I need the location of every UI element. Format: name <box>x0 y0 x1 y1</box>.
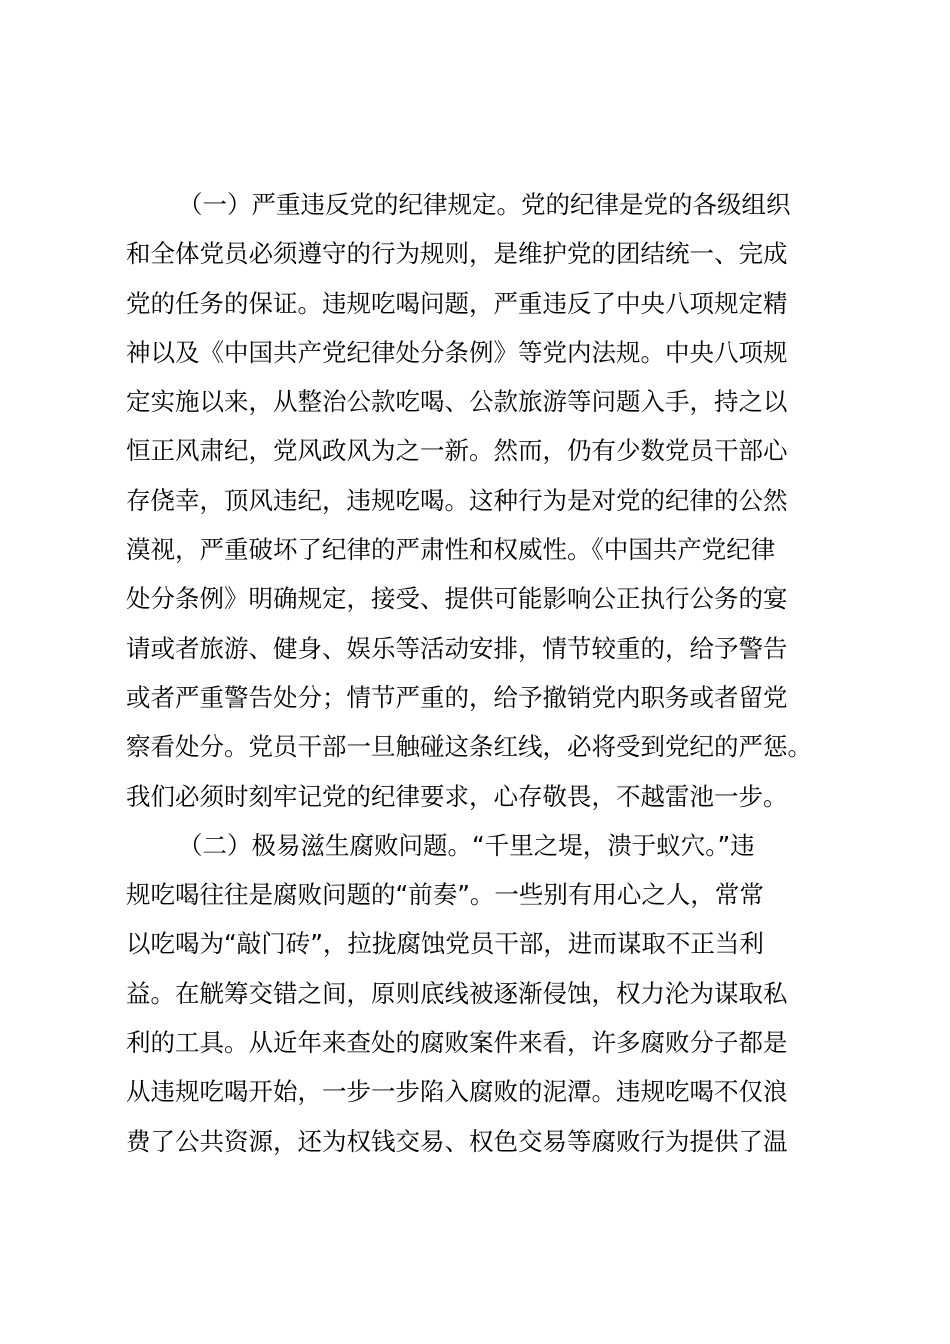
paragraph-1-line-1: （一）严重违反党的纪律规定。党的纪律是党的各级组织 <box>178 190 791 219</box>
paragraph-1-line-13: 我们必须时刻牢记党的纪律要求，心存敬畏，不越雷池一步。 <box>126 781 788 811</box>
paragraph-2-line-1: （二）极易滋生腐败问题。“千里之堤，溃于蚁穴。”违 <box>178 830 755 860</box>
paragraph-1-line-2: 和全体党员必须遵守的行为规则，是维护党的团结统一、完成 <box>126 239 788 269</box>
paragraph-1-line-12: 察看处分。党员干部一旦触碰这条红线，必将受到党纪的严惩。 <box>126 732 812 762</box>
paragraph-2-line-6: 从违规吃喝开始，一步一步陷入腐败的泥潭。违规吃喝不仅浪 <box>126 1077 788 1107</box>
paragraph-2-line-4: 益。在觥筹交错之间，原则底线被逐渐侵蚀，权力沦为谋取私 <box>126 978 788 1008</box>
paragraph-1-line-11: 或者严重警告处分；情节严重的，给予撤销党内职务或者留党 <box>126 682 788 712</box>
document-body <box>126 180 838 1166</box>
paragraph-1-line-4: 神以及《中国共产党纪律处分条例》等党内法规。中央八项规 <box>126 337 788 367</box>
paragraph-1-line-5: 定实施以来，从整治公款吃喝、公款旅游等问题入手，持之以 <box>126 387 788 417</box>
paragraph-2-line-5: 利的工具。从近年来查处的腐败案件来看，许多腐败分子都是 <box>126 1028 788 1058</box>
paragraph-1-line-6: 恒正风肃纪，党风政风为之一新。然而，仍有少数党员干部心 <box>126 436 788 466</box>
paragraph-1-line-9: 处分条例》明确规定，接受、提供可能影响公正执行公务的宴 <box>126 584 788 614</box>
paragraph-1-line-8: 漠视，严重破坏了纪律的严肃性和权威性。《中国共产党纪律 <box>126 535 776 565</box>
paragraph-2-line-7: 费了公共资源，还为权钱交易、权色交易等腐败行为提供了温 <box>126 1126 788 1156</box>
paragraph-2-line-2: 规吃喝往往是腐败问题的“前奏”。一些别有用心之人，常常 <box>126 880 764 910</box>
paragraph-1-line-3: 党的任务的保证。违规吃喝问题，严重违反了中央八项规定精 <box>126 288 788 318</box>
paragraph-2-line-3: 以吃喝为“敲门砖”，拉拢腐蚀党员干部，进而谋取不正当利 <box>126 929 764 959</box>
paragraph-1-line-7: 存侥幸，顶风违纪，违规吃喝。这种行为是对党的纪律的公然 <box>126 485 788 515</box>
paragraph-1-line-10: 请或者旅游、健身、娱乐等活动安排，情节较重的，给予警告 <box>126 633 788 663</box>
